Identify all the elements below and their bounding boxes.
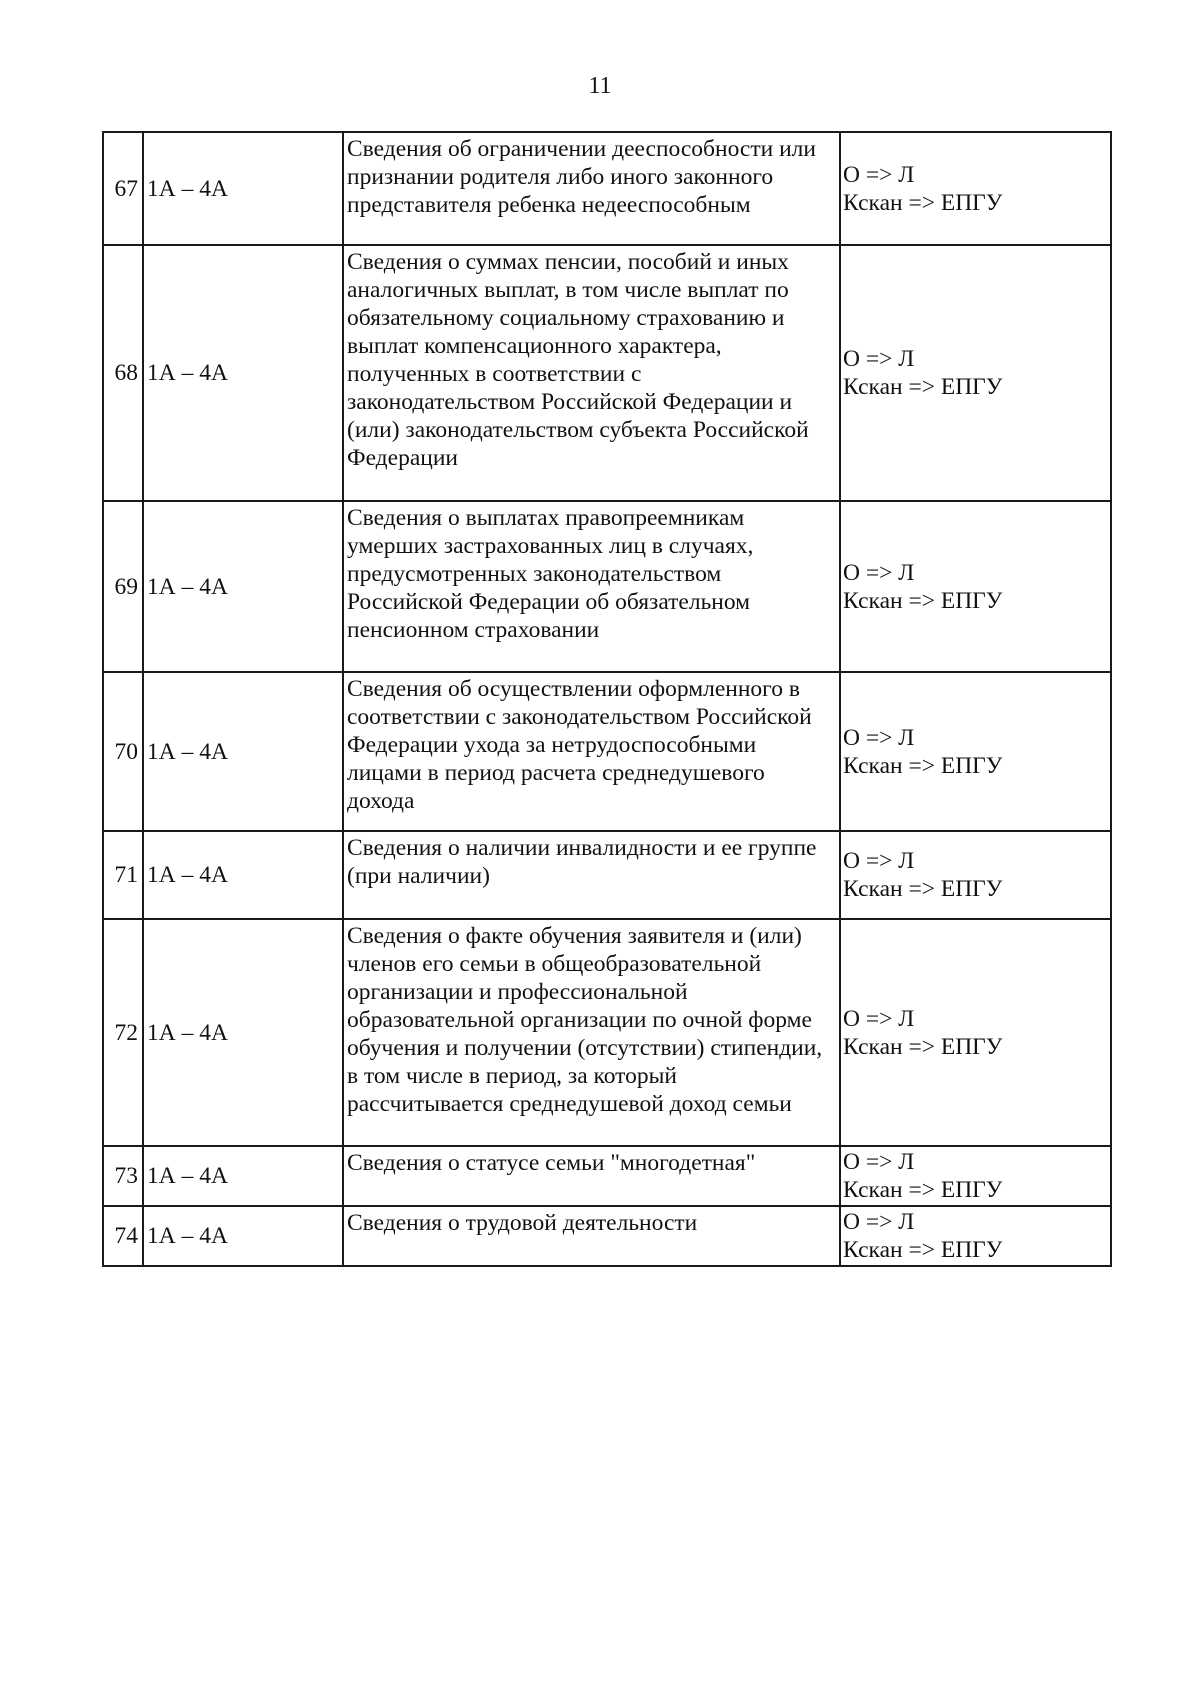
- route-line: О => Л: [843, 1149, 915, 1175]
- documents-table: [102, 131, 1112, 1267]
- table-row: [103, 1206, 1111, 1266]
- row-code: 1А – 4А: [143, 132, 343, 245]
- description-line: представителя ребенка недееспособным: [347, 192, 751, 218]
- route-line: О => Л: [843, 346, 915, 372]
- route-line: Кскан => ЕПГУ: [843, 752, 1003, 779]
- description-line: умерших застрахованных лиц в случаях,: [347, 533, 754, 559]
- table-row: [103, 501, 1111, 672]
- route-line: Кскан => ЕПГУ: [843, 1237, 1003, 1263]
- row-route: [840, 919, 1111, 1146]
- row-route: [840, 501, 1111, 672]
- row-number: 68: [103, 245, 143, 501]
- route-line: О => Л: [843, 848, 915, 874]
- row-description: [343, 672, 840, 831]
- row-number: 71: [103, 831, 143, 919]
- description-line: дохода: [347, 788, 415, 814]
- route-line: Кскан => ЕПГУ: [843, 374, 1003, 400]
- route-line: О => Л: [843, 161, 915, 188]
- row-number: 74: [103, 1206, 143, 1266]
- table-row: [103, 1146, 1111, 1206]
- route-line: О => Л: [843, 724, 915, 751]
- route-line: О => Л: [843, 1005, 915, 1032]
- description-line: Федерации: [347, 445, 458, 471]
- description-line: образовательной организации по очной форме: [347, 1007, 812, 1033]
- description-line: (при наличии): [347, 863, 490, 889]
- description-line: (или) законодательством субъекта Российской: [347, 417, 809, 443]
- row-code: 1А – 4А: [143, 919, 343, 1146]
- description-line: Сведения о трудовой деятельности: [347, 1210, 698, 1236]
- row-number: 72: [103, 919, 143, 1146]
- description-line: Сведения о статусе семьи "многодетная": [347, 1150, 756, 1176]
- description-line: членов его семьи в общеобразовательной: [347, 951, 762, 977]
- page-number: 11: [588, 73, 612, 99]
- row-description: [343, 919, 840, 1146]
- row-number: 73: [103, 1146, 143, 1206]
- route-line: Кскан => ЕПГУ: [843, 876, 1003, 902]
- description-line: выплат компенсационного характера,: [347, 333, 722, 359]
- table-row: [103, 132, 1111, 245]
- row-route: [840, 1146, 1111, 1206]
- row-number: 67: [103, 132, 143, 245]
- description-line: Сведения о факте обучения заявителя и (или): [347, 923, 802, 949]
- description-line: обучения и получении (отсутствии) стипендии,: [347, 1035, 823, 1061]
- row-description: [343, 132, 840, 245]
- row-description: [343, 501, 840, 672]
- description-line: Сведения о выплатах правопреемникам: [347, 505, 745, 531]
- description-line: в том числе в период, за который: [347, 1063, 677, 1089]
- description-line: рассчитывается среднедушевой доход семьи: [347, 1091, 792, 1117]
- row-code: 1А – 4А: [143, 672, 343, 831]
- row-route: [840, 672, 1111, 831]
- description-line: Сведения об ограничении дееспособности или: [347, 136, 816, 162]
- row-code: 1А – 4А: [143, 501, 343, 672]
- description-line: Федерации ухода за нетрудоспособными: [347, 732, 757, 758]
- description-line: организации и профессиональной: [347, 979, 688, 1005]
- description-line: предусмотренных законодательством: [347, 561, 722, 587]
- description-line: Сведения о суммах пенсии, пособий и иных: [347, 249, 789, 275]
- row-route: [840, 132, 1111, 245]
- description-line: соответствии с законодательством Российской: [347, 704, 812, 730]
- row-route: [840, 245, 1111, 501]
- table-row: [103, 672, 1111, 831]
- description-line: законодательством Российской Федерации и: [347, 389, 793, 415]
- row-code: 1А – 4А: [143, 831, 343, 919]
- description-line: Сведения об осуществлении оформленного в: [347, 676, 800, 702]
- row-description: [343, 1206, 840, 1266]
- table-row: [103, 831, 1111, 919]
- table-row: [103, 245, 1111, 501]
- description-line: обязательному социальному страхованию и: [347, 305, 785, 331]
- table-row: [103, 919, 1111, 1146]
- row-number: 69: [103, 501, 143, 672]
- row-route: [840, 831, 1111, 919]
- route-line: О => Л: [843, 1209, 915, 1235]
- description-line: признании родителя либо иного законного: [347, 164, 774, 190]
- row-description: [343, 245, 840, 501]
- row-code: 1А – 4А: [143, 1146, 343, 1206]
- row-description: [343, 1146, 840, 1206]
- description-line: пенсионном страховании: [347, 617, 600, 643]
- row-route: [840, 1206, 1111, 1266]
- description-line: Российской Федерации об обязательном: [347, 589, 751, 615]
- route-line: О => Л: [843, 559, 915, 586]
- route-line: Кскан => ЕПГУ: [843, 587, 1003, 614]
- route-line: Кскан => ЕПГУ: [843, 189, 1003, 216]
- description-line: аналогичных выплат, в том числе выплат по: [347, 277, 789, 303]
- row-description: [343, 831, 840, 919]
- row-code: 1А – 4А: [143, 245, 343, 501]
- route-line: Кскан => ЕПГУ: [843, 1177, 1003, 1203]
- row-number: 70: [103, 672, 143, 831]
- row-code: 1А – 4А: [143, 1206, 343, 1266]
- description-line: Сведения о наличии инвалидности и ее группе: [347, 835, 817, 861]
- description-line: лицами в период расчета среднедушевого: [347, 760, 765, 786]
- description-line: полученных в соответствии с: [347, 361, 642, 387]
- route-line: Кскан => ЕПГУ: [843, 1033, 1003, 1060]
